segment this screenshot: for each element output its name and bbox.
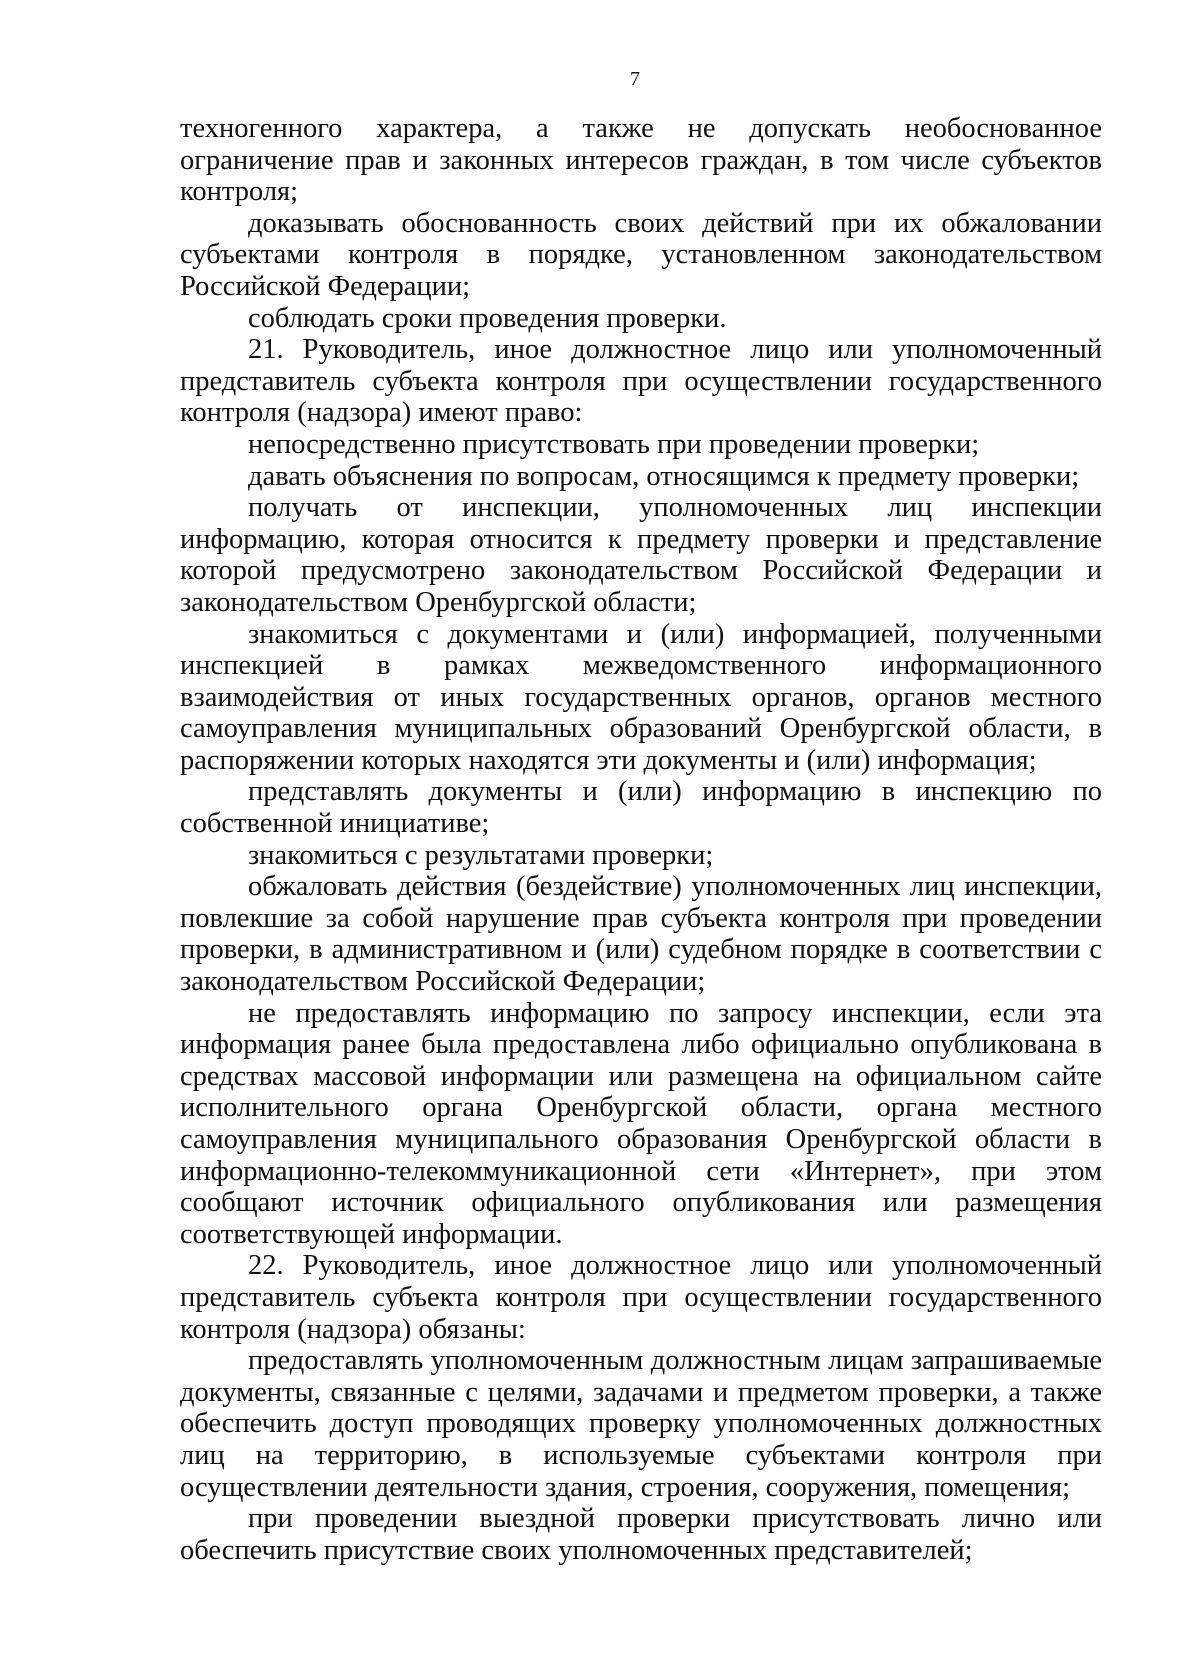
paragraph-not-provide-info: не предоставлять информацию по запросу инспекции, если эта информация ранее была предоставлена либо официально опубликована в средствах массовой информации или размещена на официальном сайте исполнительного органа Оренбургской области, органа местного самоуправления муниципального образования Оренбургской области в информационно-телекоммуникационной сети «Интернет», при этом сообщают источник официального опубликования или размещения соответствующей информации.: [180, 997, 1102, 1250]
paragraph-continuation: техногенного характера, а также не допускать необоснованное ограничение прав и законных интересов граждан, в том числе субъектов контроля;: [180, 113, 1102, 208]
paragraph-receive-information: получать от инспекции, уполномоченных лиц инспекции информацию, которая относится к предмету проверки и представление которой предусмотрено законодательством Российской Федерации и законодательством Оренбургской области;: [180, 492, 1102, 618]
paragraph-provide-documents: предоставлять уполномоченным должностным лицам запрашиваемые документы, связанные с целями, задачами и предметом проверки, а также обеспечить доступ проводящих проверку уполномоченных должностных лиц на территорию, в используемые субъектами контроля при осуществлении деятельности здания, строения, сооружения, помещения;: [180, 1345, 1102, 1503]
paragraph-review-documents: знакомиться с документами и (или) информацией, полученными инспекцией в рамках межведомственного информационного взаимодействия от иных государственных органов, органов местного самоуправления муниципальных образований Оренбургской области, в распоряжении которых находятся эти документы и (или) информация;: [180, 618, 1102, 776]
paragraph-attend-inspection: при проведении выездной проверки присутствовать лично или обеспечить присутствие своих уполномоченных представителей;: [180, 1503, 1102, 1566]
paragraph-observe-deadlines: соблюдать сроки проведения проверки.: [248, 302, 727, 334]
paragraph-appeal-actions: обжаловать действия (бездействие) уполномоченных лиц инспекции, повлекшие за собой нарушение прав субъекта контроля при проведении проверки, в административном и (или) судебном порядке в соответствии с законодательством Российской Федерации;: [180, 871, 1102, 998]
paragraph-submit-documents: представлять документы и (или) информацию в инспекцию по собственной инициативе;: [180, 776, 1102, 840]
paragraph-clause-22: 22. Руководитель, иное должностное лицо или уполномоченный представитель субъекта контроля при осуществлении государственного контроля (надзора) обязаны:: [180, 1250, 1102, 1345]
paragraph-prove-validity: доказывать обоснованность своих действий при их обжаловании субъектами контроля в порядке, установленном законодательством Российской Федерации;: [180, 207, 1102, 302]
page-number: 7: [630, 68, 640, 90]
paragraph-give-explanations: давать объяснения по вопросам, относящимся к предмету проверки;: [248, 460, 1080, 492]
paragraph-clause-21: 21. Руководитель, иное должностное лицо или уполномоченный представитель субъекта контроля при осуществлении государственного контроля (надзора) имеют право:: [180, 334, 1102, 429]
document-body: [180, 113, 1102, 1566]
paragraph-be-present: непосредственно присутствовать при проведении проверки;: [248, 428, 980, 460]
paragraph-review-results: знакомиться с результатами проверки;: [248, 839, 714, 871]
